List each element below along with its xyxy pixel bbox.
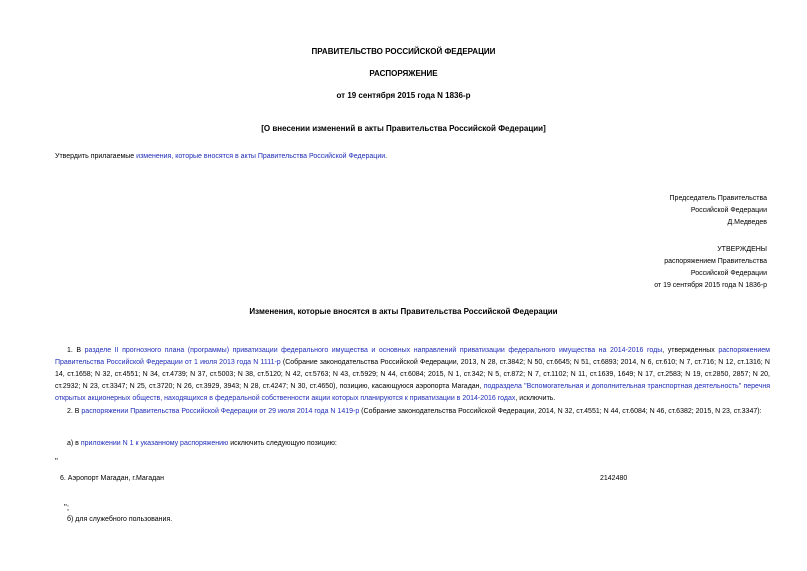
doc-type-heading: РАСПОРЯЖЕНИЕ (369, 69, 438, 78)
signature-line-1: Председатель Правительства (669, 195, 767, 202)
government-heading: ПРАВИТЕЛЬСТВО РОССИЙСКОЙ ФЕДЕРАЦИИ (311, 47, 496, 56)
sub-b-paragraph: б) для служебного пользования. (67, 516, 173, 523)
item-1-link-section[interactable]: разделе II прогнозного плана (программы) приватизации федерального имущества и основных направлений приватизации федерального имущества на 2014-2016 годы (84, 347, 663, 354)
signature-line-3: Д.Медведев (727, 219, 767, 226)
item-1-post: , исключить. (515, 395, 556, 402)
sub-a-link[interactable]: приложении N 1 к указанному распоряжению (80, 440, 229, 447)
approved-line-4: от 19 сентября 2015 года N 1836-р (654, 282, 767, 289)
table-row-code: 2142480 (600, 475, 628, 482)
subject-heading: [О внесении изменений в акты Правительства Российской Федерации] (261, 124, 546, 133)
approve-post: . (385, 153, 388, 160)
close-quote: "; (64, 503, 70, 512)
date-number-heading: от 19 сентября 2015 года N 1836-р (336, 91, 471, 100)
item-2-link-order[interactable]: распоряжении Правительства Российской Федерации от 29 июля 2014 года N 1419-р (81, 408, 360, 415)
approve-paragraph (55, 151, 770, 163)
approve-link[interactable]: изменения, которые вносятся в акты Правительства Российской Федерации (136, 153, 386, 160)
item-1-mid-1: , утвержденных (662, 347, 719, 354)
item-1-link-order[interactable]: распоряжением Правительства Российской Федерации от 1 июля 2013 года N 1111-р (55, 347, 770, 366)
item-1-paragraph (55, 345, 770, 405)
sub-a-paragraph (55, 438, 770, 450)
sub-a-post: исключить следующую позицию: (228, 440, 337, 447)
item-2-pre: 2. В (67, 408, 82, 415)
table-row-name: 6. Аэропорт Магадан, г.Магадан (60, 475, 164, 482)
sub-a-pre: а) в (67, 440, 81, 447)
approved-line-1: УТВЕРЖДЕНЫ (717, 246, 767, 253)
changes-title: Изменения, которые вносятся в акты Правительства Российской Федерации (249, 307, 558, 316)
approved-line-2: распоряжением Правительства (664, 258, 767, 265)
item-1-pre: 1. В (67, 347, 85, 354)
item-2-post: (Собрание законодательства Российской Федерации, 2014, N 32, ст.4551; N 44, ст.6084; N 46, ст.6382; 2015, N 23, ст.3347): (359, 408, 762, 415)
item-1-mid-2: (Собрание законодательства Российской Федерации, 2013, N 28, ст.3842; N 50, ст.6645; N 51, ст.6893; 2014, N 6, ст.610; N 7, ст.716; N 12, ст.1316; N 14, ст.1658; N 32, ст.4551; N 34, ст.4739; N 37, ст.5003; N 38, ст.5120; N 42, ст.5763; N 43, ст.5929; N 44, ст.6084; 2015, N 1, ст.342; N 5, ст.872; N 7, ст.1102; N 11, ст.1639, 1649; N 17, ст.2583; N 19, ст.2850, 2857; N 20, ст.2932; N 23, ст.3347; N 25, ст.3720; N 26, ст.3929, 3943; N 28, ст.4247; N 30, ст.4650), позицию, касающуюся аэропорта Магадан, (55, 359, 770, 390)
open-quote: " (55, 457, 58, 466)
signature-line-2: Российской Федерации (690, 207, 767, 214)
approve-pre: Утвердить прилагаемые (55, 153, 137, 160)
item-2-paragraph (55, 406, 770, 418)
approved-line-3: Российской Федерации (690, 270, 767, 277)
approved-block (654, 244, 767, 292)
item-1-link-subsection[interactable]: подраздела "Вспомогательная и дополнительная транспортная деятельность" перечня открытых акционерных обществ, находящихся в федеральной собственности акции которых планируются к приватизации в 2014-2016 годах (55, 383, 770, 402)
signature-block (670, 193, 767, 229)
